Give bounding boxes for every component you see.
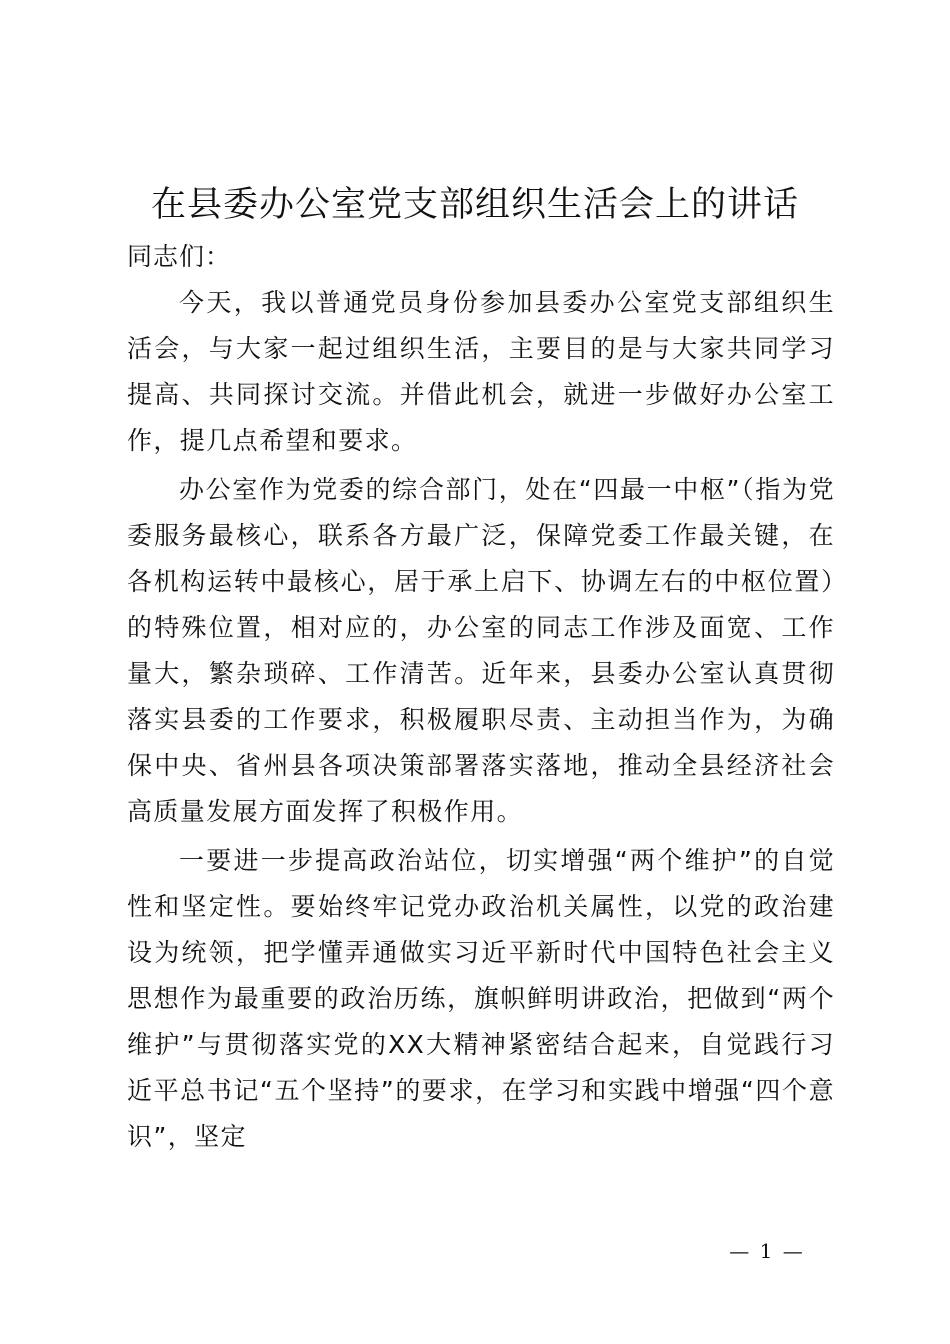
page-number: — 1 — bbox=[729, 1239, 805, 1263]
paragraph-opening: 今天，我以普通党员身份参加县委办公室党支部组织生活会，与大家一起过组织生活，主要目的是与大家共同学习提高、共同探讨交流。并借此机会，就进一步做好办公室工作，提几点希望和要求。 bbox=[127, 288, 835, 455]
document-body bbox=[127, 280, 835, 1163]
paragraph-political-position: 一要进一步提高政治站位，切实增强“两个维护”的自觉性和坚定性。要始终牢记党办政治机关属性，以党的政治建设为统领，把学懂弄通做实习近平新时代中国特色社会主义思想作为最重要的政治历练，旗帜鲜明讲政治，把做到“两个维护”与贯彻落实党的XX大精神紧密结合起来，自觉践行习近平总书记“五个坚持”的要求，在学习和实践中增强“四个意识”，坚定 bbox=[127, 846, 835, 1151]
paragraph-office-role: 办公室作为党委的综合部门，处在“四最一中枢”（指为党委服务最核心，联系各方最广泛，保障党委工作最关键，在各机构运转中最核心，居于承上启下、协调左右的中枢位置）的特殊位置，相对应的，办公室的同志工作涉及面宽、工作量大，繁杂琐碎、工作清苦。近年来，县委办公室认真贯彻落实县委的工作要求，积极履职尽责、主动担当作为，为确保中央、省州县各项决策部署落实落地，推动全县经济社会高质量发展方面发挥了积极作用。 bbox=[127, 475, 835, 826]
salutation: 同志们： bbox=[127, 242, 232, 271]
document-title: 在县委办公室党支部组织生活会上的讲话 bbox=[150, 185, 799, 225]
